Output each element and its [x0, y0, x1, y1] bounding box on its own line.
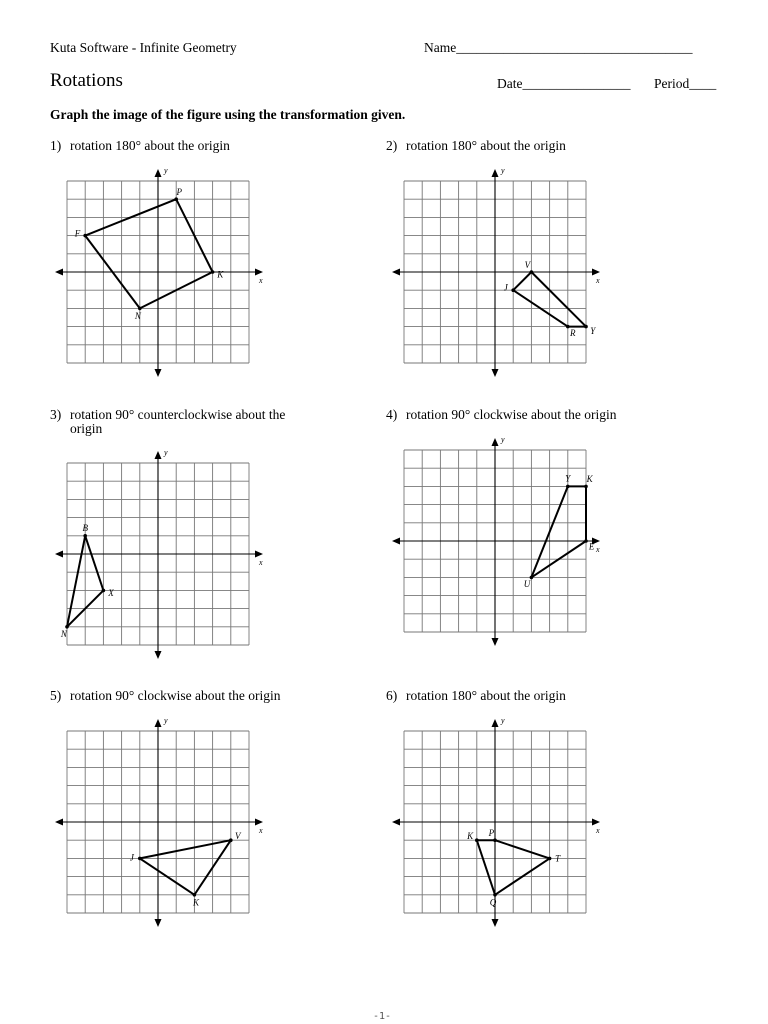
coordinate-grid[interactable]: [393, 432, 603, 652]
problem-text: [70, 689, 280, 703]
vertex-point: [566, 485, 570, 489]
coordinate-grid[interactable]: [393, 713, 603, 933]
vertex-point: [211, 270, 215, 274]
vertex-point: [548, 857, 552, 861]
figure-polygon: [140, 840, 231, 895]
problem-text-line2: origin: [70, 421, 103, 436]
name-field[interactable]: Name___________________________________: [424, 40, 693, 55]
coordinate-grid[interactable]: [56, 713, 266, 933]
vertex-point: [102, 589, 106, 593]
vertex-label: Y: [565, 473, 571, 484]
arrow-down-icon: [155, 369, 162, 377]
arrow-up-icon: [155, 169, 162, 177]
arrow-down-icon: [155, 919, 162, 927]
vertex-point: [584, 485, 588, 489]
vertex-point: [65, 625, 69, 629]
x-axis-label: x: [596, 826, 600, 835]
vertex-point: [584, 539, 588, 543]
vertex-point: [530, 270, 534, 274]
problem-number: 3): [50, 407, 62, 422]
vertex-label: F: [74, 228, 81, 239]
vertex-point: [475, 838, 479, 842]
problem-number: 6): [386, 688, 398, 703]
arrow-right-icon: [592, 269, 600, 276]
vertex-label: P: [488, 828, 495, 839]
arrow-up-icon: [492, 438, 499, 446]
y-axis-label: y: [164, 448, 168, 457]
vertex-label: K: [217, 269, 224, 280]
problem-number: 2): [386, 138, 398, 153]
problem-number: 4): [386, 407, 398, 422]
x-axis-label: x: [259, 826, 263, 835]
problem-number: 5): [50, 688, 62, 703]
arrow-up-icon: [492, 169, 499, 177]
arrow-up-icon: [155, 719, 162, 727]
vertex-label: R: [570, 327, 576, 338]
vertex-label: K: [192, 897, 199, 908]
problem-text-line1: rotation 90° clockwise about the origin: [406, 407, 617, 422]
arrow-left-icon: [55, 269, 63, 276]
vertex-point: [511, 288, 515, 292]
vertex-label: K: [467, 830, 474, 841]
problem-text-line1: rotation 180° about the origin: [406, 138, 566, 153]
instructions: Graph the image of the figure using the transformation given.: [50, 107, 406, 122]
page-title: Rotations: [50, 70, 123, 91]
arrow-left-icon: [55, 551, 63, 558]
arrow-right-icon: [255, 819, 263, 826]
problem-text: [70, 139, 230, 153]
arrow-right-icon: [255, 269, 263, 276]
problem-text-line1: rotation 180° about the origin: [70, 138, 230, 153]
arrow-left-icon: [392, 819, 400, 826]
y-axis-label: y: [164, 716, 168, 725]
y-axis-label: y: [501, 435, 505, 444]
vertex-label: V: [234, 831, 241, 842]
y-axis-label: y: [501, 166, 505, 175]
vertex-label: U: [523, 579, 531, 590]
x-axis-label: x: [259, 558, 263, 567]
arrow-up-icon: [155, 451, 162, 459]
vertex-point: [584, 325, 588, 329]
page-number: -1-: [373, 1011, 392, 1022]
problem-number: 1): [50, 138, 62, 153]
problem-text: [406, 408, 616, 422]
x-axis-label: x: [259, 276, 263, 285]
arrow-right-icon: [255, 551, 263, 558]
problem-text-line1: rotation 90° clockwise about the origin: [70, 688, 281, 703]
arrow-up-icon: [492, 719, 499, 727]
vertex-point: [83, 534, 87, 538]
vertex-label: X: [108, 587, 114, 598]
problem-text-line1: rotation 90° counterclockwise about the: [70, 407, 286, 422]
arrow-left-icon: [55, 819, 63, 826]
vertex-label: T: [555, 853, 561, 864]
publisher-label: Kuta Software - Infinite Geometry: [50, 40, 237, 55]
arrow-down-icon: [492, 369, 499, 377]
arrow-down-icon: [492, 638, 499, 646]
vertex-label: Y: [590, 325, 596, 336]
date-field[interactable]: Date________________: [497, 76, 631, 91]
y-axis-label: y: [501, 716, 505, 725]
arrow-down-icon: [155, 651, 162, 659]
vertex-label: B: [82, 522, 88, 533]
vertex-label: K: [586, 474, 593, 485]
vertex-point: [493, 838, 497, 842]
vertex-point: [193, 893, 197, 897]
vertex-point: [493, 893, 497, 897]
arrow-right-icon: [592, 819, 600, 826]
vertex-point: [566, 325, 570, 329]
vertex-point: [83, 234, 87, 238]
problem-text: [70, 408, 285, 436]
vertex-label: V: [524, 260, 531, 271]
problem-text: [406, 689, 566, 703]
problem-text-line1: rotation 180° about the origin: [406, 688, 566, 703]
vertex-label: N: [134, 311, 141, 322]
vertex-label: J: [129, 852, 134, 863]
vertex-label: P: [176, 186, 183, 197]
problem-text: [406, 139, 566, 153]
x-axis-label: x: [596, 545, 600, 554]
coordinate-grid[interactable]: [393, 163, 603, 383]
vertex-label: E: [588, 541, 595, 552]
coordinate-grid[interactable]: [56, 445, 266, 665]
period-field[interactable]: Period____: [654, 76, 717, 91]
vertex-point: [138, 307, 142, 311]
arrow-down-icon: [492, 919, 499, 927]
y-axis-label: y: [164, 166, 168, 175]
vertex-label: N: [60, 629, 67, 640]
coordinate-grid[interactable]: [56, 163, 266, 383]
vertex-label: J: [503, 282, 508, 293]
figure-polygon: [531, 486, 586, 577]
arrow-left-icon: [392, 538, 400, 545]
vertex-point: [174, 197, 178, 201]
vertex-label: Q: [489, 897, 497, 908]
arrow-left-icon: [392, 269, 400, 276]
vertex-point: [229, 838, 233, 842]
x-axis-label: x: [596, 276, 600, 285]
vertex-point: [138, 857, 142, 861]
